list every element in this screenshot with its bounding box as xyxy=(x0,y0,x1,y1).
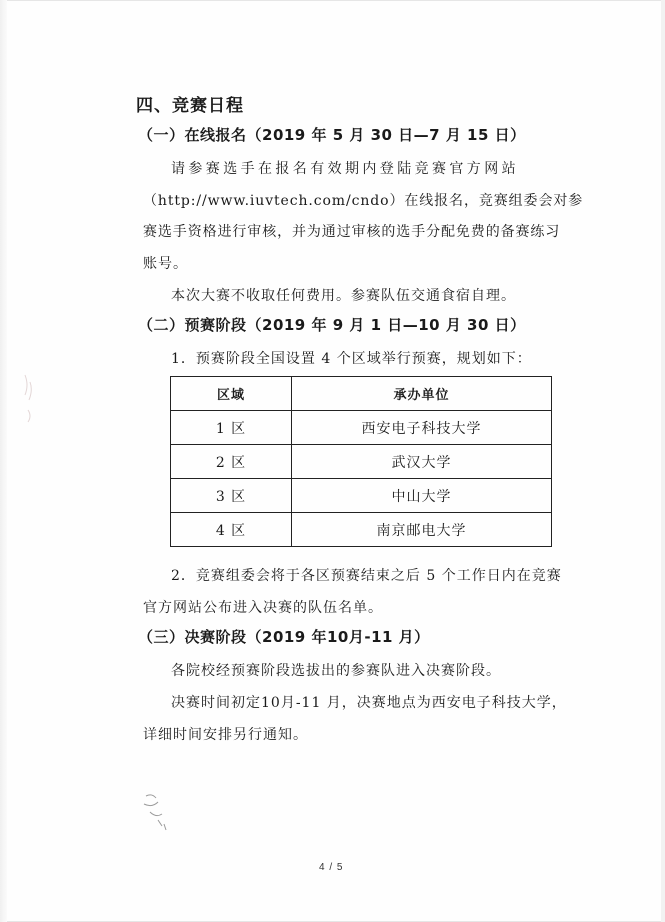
stage3-heading: （三）决赛阶段（2019 年10月-11 月） xyxy=(138,628,430,646)
table-row xyxy=(171,479,552,513)
table-header-region: 区域 xyxy=(171,377,292,411)
table-cell-region: 2 区 xyxy=(171,445,292,479)
table-cell-host: 南京邮电大学 xyxy=(292,513,552,547)
region-host-table xyxy=(170,376,552,547)
table-header-row xyxy=(171,377,552,411)
page-number: 4 / 5 xyxy=(319,862,344,873)
scan-faint-mark xyxy=(20,370,50,430)
table-row xyxy=(171,513,552,547)
table-row xyxy=(171,445,552,479)
stage1-para1-line2: （http://www.iuvtech.com/cndo）在线报名，竞赛组委会对参 xyxy=(143,193,584,209)
stage1-para1-line1: 请参赛选手在报名有效期内登陆竞赛官方网站 xyxy=(171,161,519,177)
stage1-para1-line4: 账号。 xyxy=(143,256,188,272)
stage3-para2-line2: 详细时间安排另行通知。 xyxy=(143,727,308,743)
table-cell-host: 中山大学 xyxy=(292,479,552,513)
table-cell-region: 1 区 xyxy=(171,411,292,445)
stage1-para1-line3: 赛选手资格进行审核，并为通过审核的选手分配免费的备赛练习 xyxy=(143,224,561,240)
page-left-edge xyxy=(0,0,7,922)
table-row xyxy=(171,411,552,445)
stage3-para1: 各院校经预赛阶段选拔出的参赛队进入决赛阶段。 xyxy=(171,663,501,679)
table-cell-host: 西安电子科技大学 xyxy=(292,411,552,445)
page-right-edge xyxy=(661,0,665,922)
stage1-para2: 本次大赛不收取任何费用。参赛队伍交通食宿自理。 xyxy=(171,288,516,304)
table-cell-region: 4 区 xyxy=(171,513,292,547)
stage3-para2-line1: 决赛时间初定10月-11 月，决赛地点为西安电子科技大学， xyxy=(171,695,567,711)
table-cell-region: 3 区 xyxy=(171,479,292,513)
table-header-host: 承办单位 xyxy=(292,377,552,411)
stage2-item1: 1．预赛阶段全国设置 4 个区域举行预赛，规划如下： xyxy=(171,351,532,367)
stage2-heading: （二）预赛阶段（2019 年 9 月 1 日—10 月 30 日） xyxy=(138,316,526,334)
scan-smudge-mark xyxy=(140,790,180,835)
section-title: 四、竞赛日程 xyxy=(136,96,244,116)
stage2-item2-line2: 官方网站公布进入决赛的队伍名单。 xyxy=(143,600,383,616)
stage1-heading: （一）在线报名（2019 年 5 月 30 日—7 月 15 日） xyxy=(138,126,526,144)
stage2-item2-line1: 2．竞赛组委会将于各区预赛结束之后 5 个工作日内在竞赛 xyxy=(171,568,562,584)
table-cell-host: 武汉大学 xyxy=(292,445,552,479)
